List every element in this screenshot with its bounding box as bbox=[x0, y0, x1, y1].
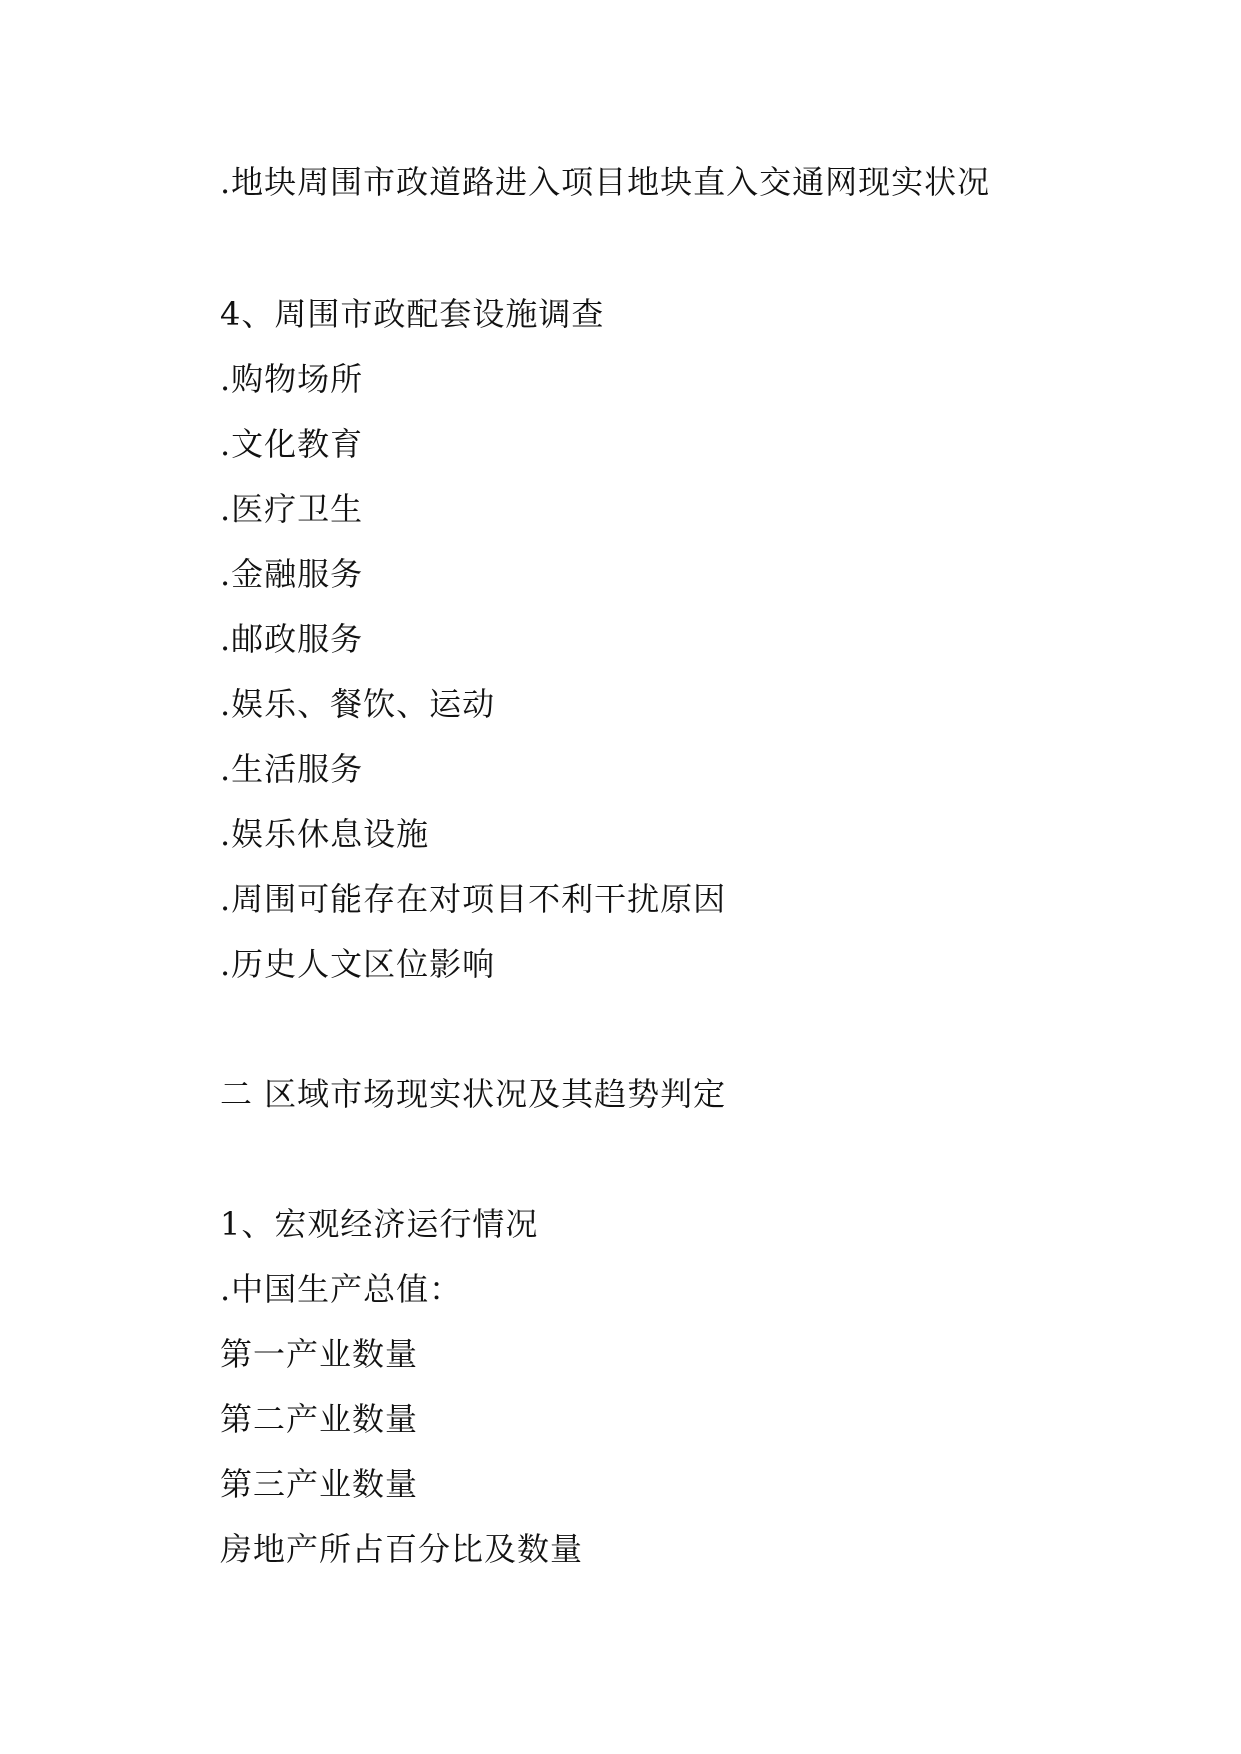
list-item: .娱乐、餐饮、运动 bbox=[220, 685, 496, 723]
list-item: .娱乐休息设施 bbox=[220, 815, 430, 853]
list-item: .历史人文区位影响 bbox=[220, 945, 496, 983]
list-item: .中国生产总值： bbox=[220, 1270, 463, 1308]
list-item: .医疗卫生 bbox=[220, 490, 364, 528]
section-heading: 1、宏观经济运行情况 bbox=[220, 1205, 539, 1243]
text-line: 第一产业数量 bbox=[220, 1335, 419, 1373]
list-item: .购物场所 bbox=[220, 360, 364, 398]
chapter-heading: 二 区域市场现实状况及其趋势判定 bbox=[220, 1075, 727, 1113]
text-line: 第三产业数量 bbox=[220, 1465, 419, 1503]
text-line: 第二产业数量 bbox=[220, 1400, 419, 1438]
section-heading: 4、周围市政配套设施调查 bbox=[220, 295, 605, 333]
list-item: .周围可能存在对项目不利干扰原因 bbox=[220, 880, 727, 918]
list-item: .文化教育 bbox=[220, 425, 364, 463]
text-line: .地块周围市政道路进入项目地块直入交通网现实状况 bbox=[220, 163, 991, 201]
text-line: 房地产所占百分比及数量 bbox=[220, 1530, 584, 1568]
list-item: .金融服务 bbox=[220, 555, 364, 593]
list-item: .邮政服务 bbox=[220, 620, 364, 658]
list-item: .生活服务 bbox=[220, 750, 364, 788]
